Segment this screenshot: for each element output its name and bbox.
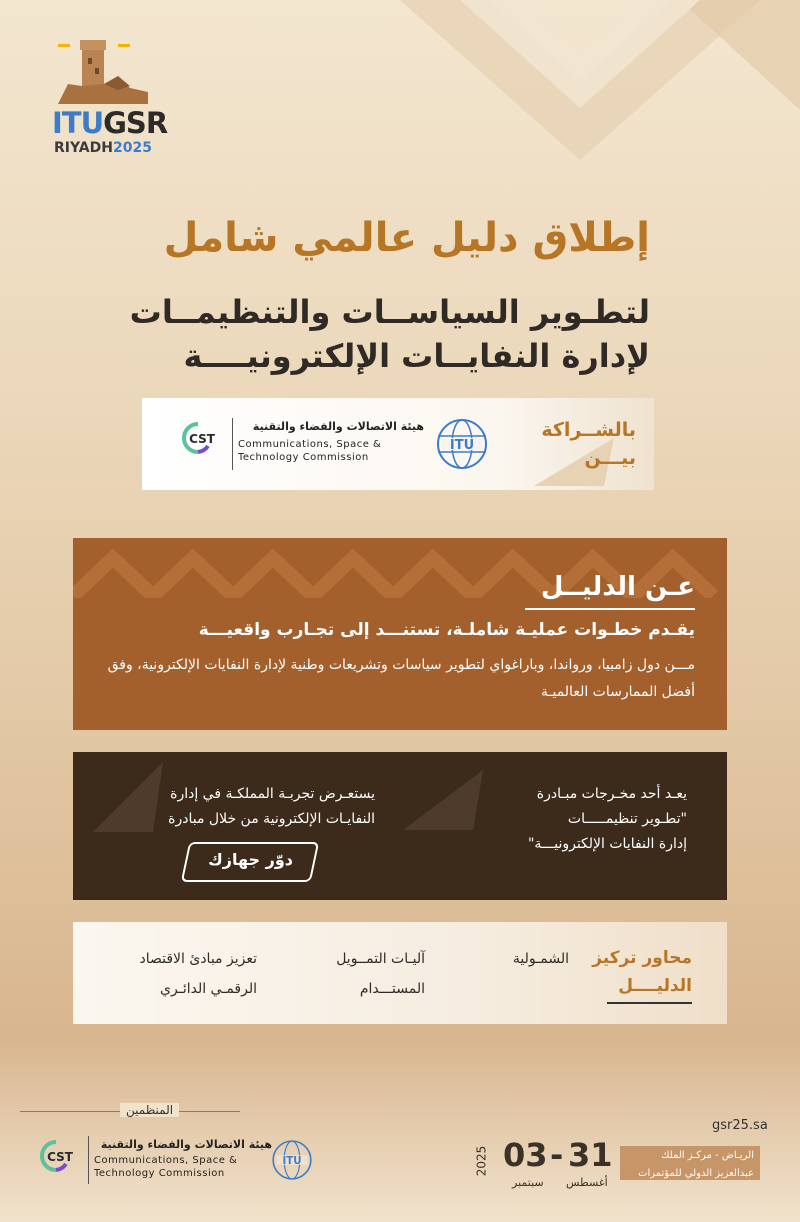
focus-areas-section — [73, 922, 727, 1024]
cst-abbr: CST — [189, 432, 215, 446]
event-year — [474, 1142, 500, 1182]
highlight-right-line-1: يعـد أحد مخـرجات مبـادرة — [536, 786, 687, 802]
itu-footer-text: ITU — [282, 1155, 302, 1167]
organizers-label: المنظمين — [120, 1103, 179, 1117]
city-text: RIYADH — [54, 140, 113, 156]
focus-item-inclusivity — [513, 944, 569, 974]
highlight-right-line-3: إدارة النفايات الإلكترونيـــة" — [527, 836, 687, 852]
date-dash: - — [550, 1136, 564, 1174]
focus-heading-line-2: الدليــــل — [618, 976, 692, 996]
cst-arabic-name: هيئة الاتصالات والفضاء والتقنية — [100, 1138, 272, 1151]
focus-item-2-line-1: آليـات التمــويل — [336, 951, 425, 967]
end-month: سبتمبر — [512, 1176, 544, 1189]
cst-english-line-1: Communications, Space & — [238, 439, 382, 450]
cst-arabic-name: هيئة الاتصالات والفضاء والتقنية — [252, 420, 424, 433]
itu-globe-icon-footer — [270, 1138, 314, 1182]
itu-text: ITU — [52, 106, 104, 140]
riyadh-2025 — [54, 140, 152, 156]
venue-line-2: عبدالعزيز الدولي للمؤتمرات — [638, 1168, 754, 1179]
about-lead: يقـدم خطـوات عمليـة شاملـة، تستنـــد إلى تجـارب واقعيـــة — [198, 620, 695, 640]
cst-logo — [178, 418, 424, 470]
year-text: 2025 — [112, 140, 152, 156]
focus-item-1-line-1: الشمـولية — [512, 951, 569, 967]
partnership-label — [541, 416, 636, 472]
focus-item-3-line-1: تعزيز مبادئ الاقتصاد — [139, 951, 257, 967]
partnership-label-line-1: بالشــراكة — [541, 419, 636, 441]
focus-heading-line-1: محاور تركيز — [592, 948, 692, 968]
highlight-left-line-1: يستعـرض تجربـة المملكـة في إدارة — [170, 786, 375, 802]
focus-heading-underline — [607, 1002, 692, 1004]
focus-item-financing — [336, 944, 425, 1004]
about-body: مـــن دول زامبيا، ورواندا، وباراغواي لتطوير سياسات وتشريعات وطنية لإدارة النفايات الإلكترونية، وفق أفضل الممارسات العالميـة — [107, 657, 695, 700]
cst-english-line-2: Technology Commission — [238, 452, 369, 463]
itu-globe-icon — [434, 416, 490, 472]
kingdom-experience-text — [168, 782, 375, 832]
initiative-output-text — [528, 782, 687, 857]
website-link[interactable]: gsr25.sa — [712, 1118, 768, 1133]
tower-icon — [58, 38, 148, 104]
subtitle-line-1: لتطـوير السياســات والتنظيمــات — [129, 293, 650, 331]
decorative-triangle — [93, 762, 163, 832]
partnership-label-line-2: بيـــن — [584, 447, 636, 469]
gsr-text: GSR — [103, 106, 168, 140]
dawar-jihazak-logo — [181, 842, 320, 882]
cst-mark-icon — [178, 418, 224, 458]
itu-gsr-logo — [40, 38, 190, 158]
venue-line-1: الريـاض - مركـز الملك — [661, 1150, 754, 1161]
event-year-text: 2025 — [474, 1145, 489, 1177]
subtitle-line-2: لإدارة النفايــات الإلكترونيــــة — [183, 337, 650, 375]
divider — [232, 418, 233, 470]
focus-item-circular-economy — [139, 944, 257, 1004]
about-heading: عـن الدليــل — [540, 572, 695, 602]
itu-gsr-wordmark — [52, 106, 167, 140]
dawar-jihazak-text: دوّر جهازك — [208, 850, 293, 869]
venue-badge — [620, 1146, 760, 1180]
cst-mark-icon — [36, 1136, 82, 1176]
highlights-section — [73, 752, 727, 900]
focus-item-3-line-2: الرقمـي الدائـري — [160, 981, 257, 997]
itu-globe-text: ITU — [449, 438, 475, 453]
subtitle — [130, 290, 650, 378]
partners-panel — [142, 398, 654, 490]
end-day: 03 — [503, 1136, 548, 1174]
highlight-right-line-2: "تطـوير تنظيمـــــات — [567, 811, 687, 827]
cst-english-line-2: Technology Commission — [94, 1168, 225, 1179]
cst-logo-footer — [36, 1136, 272, 1184]
focus-item-2-line-2: المستـــدام — [359, 981, 425, 997]
cst-english-line-1: Communications, Space & — [94, 1155, 238, 1166]
divider — [88, 1136, 89, 1184]
start-month: أغسطس — [566, 1176, 608, 1189]
about-section — [73, 538, 727, 730]
start-day: 31 — [568, 1136, 613, 1174]
main-title: إطلاق دليل عالمي شامل — [163, 215, 650, 261]
cst-abbr: CST — [47, 1150, 73, 1164]
decorative-chevrons — [380, 0, 800, 200]
highlight-left-line-2: النفايـات الإلكترونية من خلال مبادرة — [168, 811, 375, 827]
focus-heading — [592, 944, 692, 1000]
heading-underline — [525, 608, 695, 610]
decorative-triangle — [403, 770, 483, 830]
